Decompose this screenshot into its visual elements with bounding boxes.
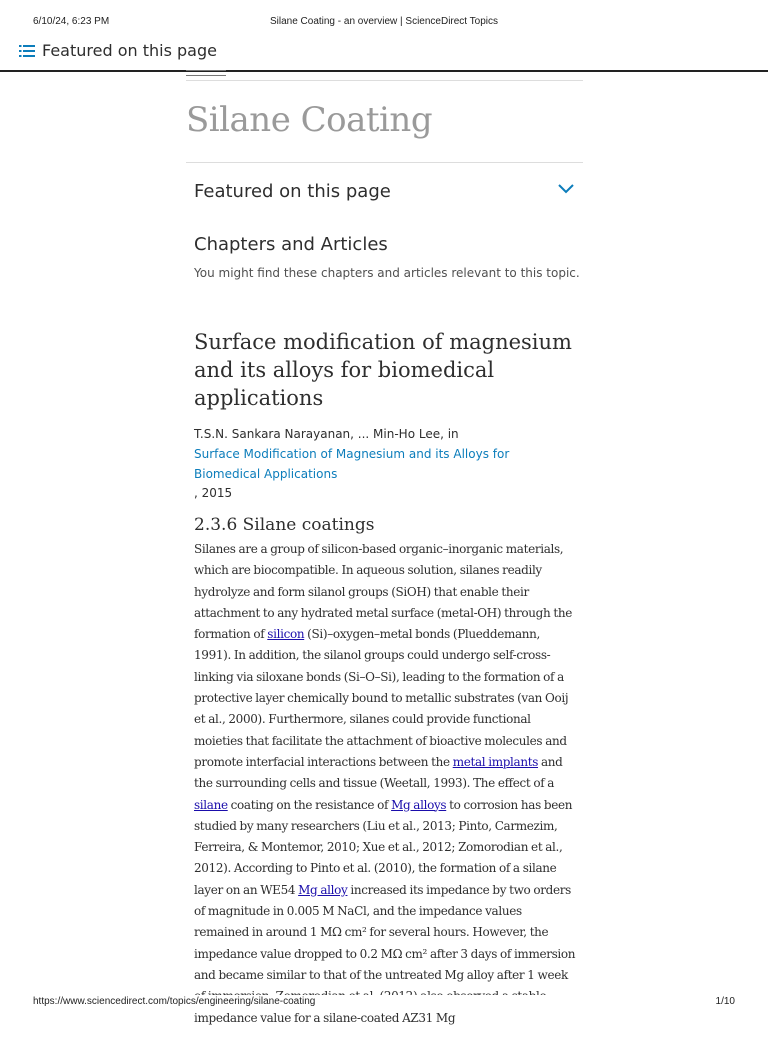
section-description: You might find these chapters and articles relevant to this topic. xyxy=(194,266,580,280)
article-paragraph xyxy=(194,539,579,1029)
divider xyxy=(186,80,583,81)
print-document-title: Silane Coating - an overview | ScienceDirect Topics xyxy=(269,16,499,27)
article-title[interactable]: Surface modification of magnesium and its alloys for biomedical applications xyxy=(194,330,572,410)
print-page-number: 1/10 xyxy=(715,996,735,1007)
inline-term-link[interactable]: silane xyxy=(194,797,228,812)
paragraph-text: and the surrounding cells and tissue (Weetall, 1993). The effect of a xyxy=(194,754,563,791)
page-title: Silane Coating xyxy=(186,100,433,140)
paragraph-text: Silanes are a group of silicon-based organic–inorganic materials, which are biocompatible. In aqueous solution, silanes readily hydrolyze and form silanol groups (SiOH) that enable their attachment to any hydrated metal surface (metal-OH) through the formation of xyxy=(194,542,572,642)
inline-term-link[interactable]: metal implants xyxy=(452,754,539,769)
chevron-down-icon[interactable] xyxy=(557,182,575,194)
divider xyxy=(186,162,583,163)
book-link[interactable]: Surface Modification of Magnesium and its Alloys for Biomedical Applications xyxy=(194,447,510,481)
article-card xyxy=(194,328,579,1029)
inline-term-link[interactable]: silicon xyxy=(267,627,305,642)
print-datetime: 6/10/24, 6:23 PM xyxy=(33,16,110,27)
section-heading: Chapters and Articles xyxy=(194,234,388,255)
featured-toggle-label: Featured on this page xyxy=(194,181,391,202)
print-url: https://www.sciencedirect.com/topics/engineering/silane-coating xyxy=(33,996,316,1007)
paragraph-text: coating on the resistance of xyxy=(227,797,392,812)
paragraph-text: increased its impedance by two orders of magnitude in 0.005 M NaCl, and the impedance values remained in around 1 MΩ cm² for several hours. However, the impedance value dropped to 0.2 MΩ cm² after 3 days of immersion and became similar to that of the untreated Mg alloy after 1 week impedance value for a silane-coated AZ31 Mg xyxy=(194,882,576,1025)
article-year: , 2015 xyxy=(194,486,233,500)
featured-toggle[interactable] xyxy=(186,170,583,218)
logo-fragment xyxy=(186,70,226,76)
featured-bar-label: Featured on this page xyxy=(42,41,217,60)
article-authors: T.S.N. Sankara Narayanan, ... Min-Ho Lee, in xyxy=(194,427,459,441)
paragraph-text: to corrosion has been studied by many researchers (Liu et al., 2013; Pinto, Carmezim, Ferreira, & Montemor, 2010; Xue et al., 2012; Zomorodian et al., 2012). According to Pinto et al. (2010), the formation of a silane layer on an WE54 xyxy=(194,797,573,897)
paragraph-text: (Si)–oxygen–metal bonds (Plueddemann, 1991). In addition, the silanol groups could undergo self-cross-linking via siloxane bonds (Si–O–Si), leading to the formation of a protective layer chemically bound to metallic substrates (van Ooij et al., 2000). Furthermore, silanes could provide functional moieties that facilitate the attachment of bioactive molecules and promote interfacial interactions between the xyxy=(194,627,569,769)
print-footer xyxy=(0,995,768,1011)
subsection-heading: 2.3.6 Silane coatings xyxy=(194,515,375,535)
inline-term-link[interactable]: Mg alloy xyxy=(298,882,348,897)
inline-term-link[interactable]: Mg alloys xyxy=(391,797,447,812)
